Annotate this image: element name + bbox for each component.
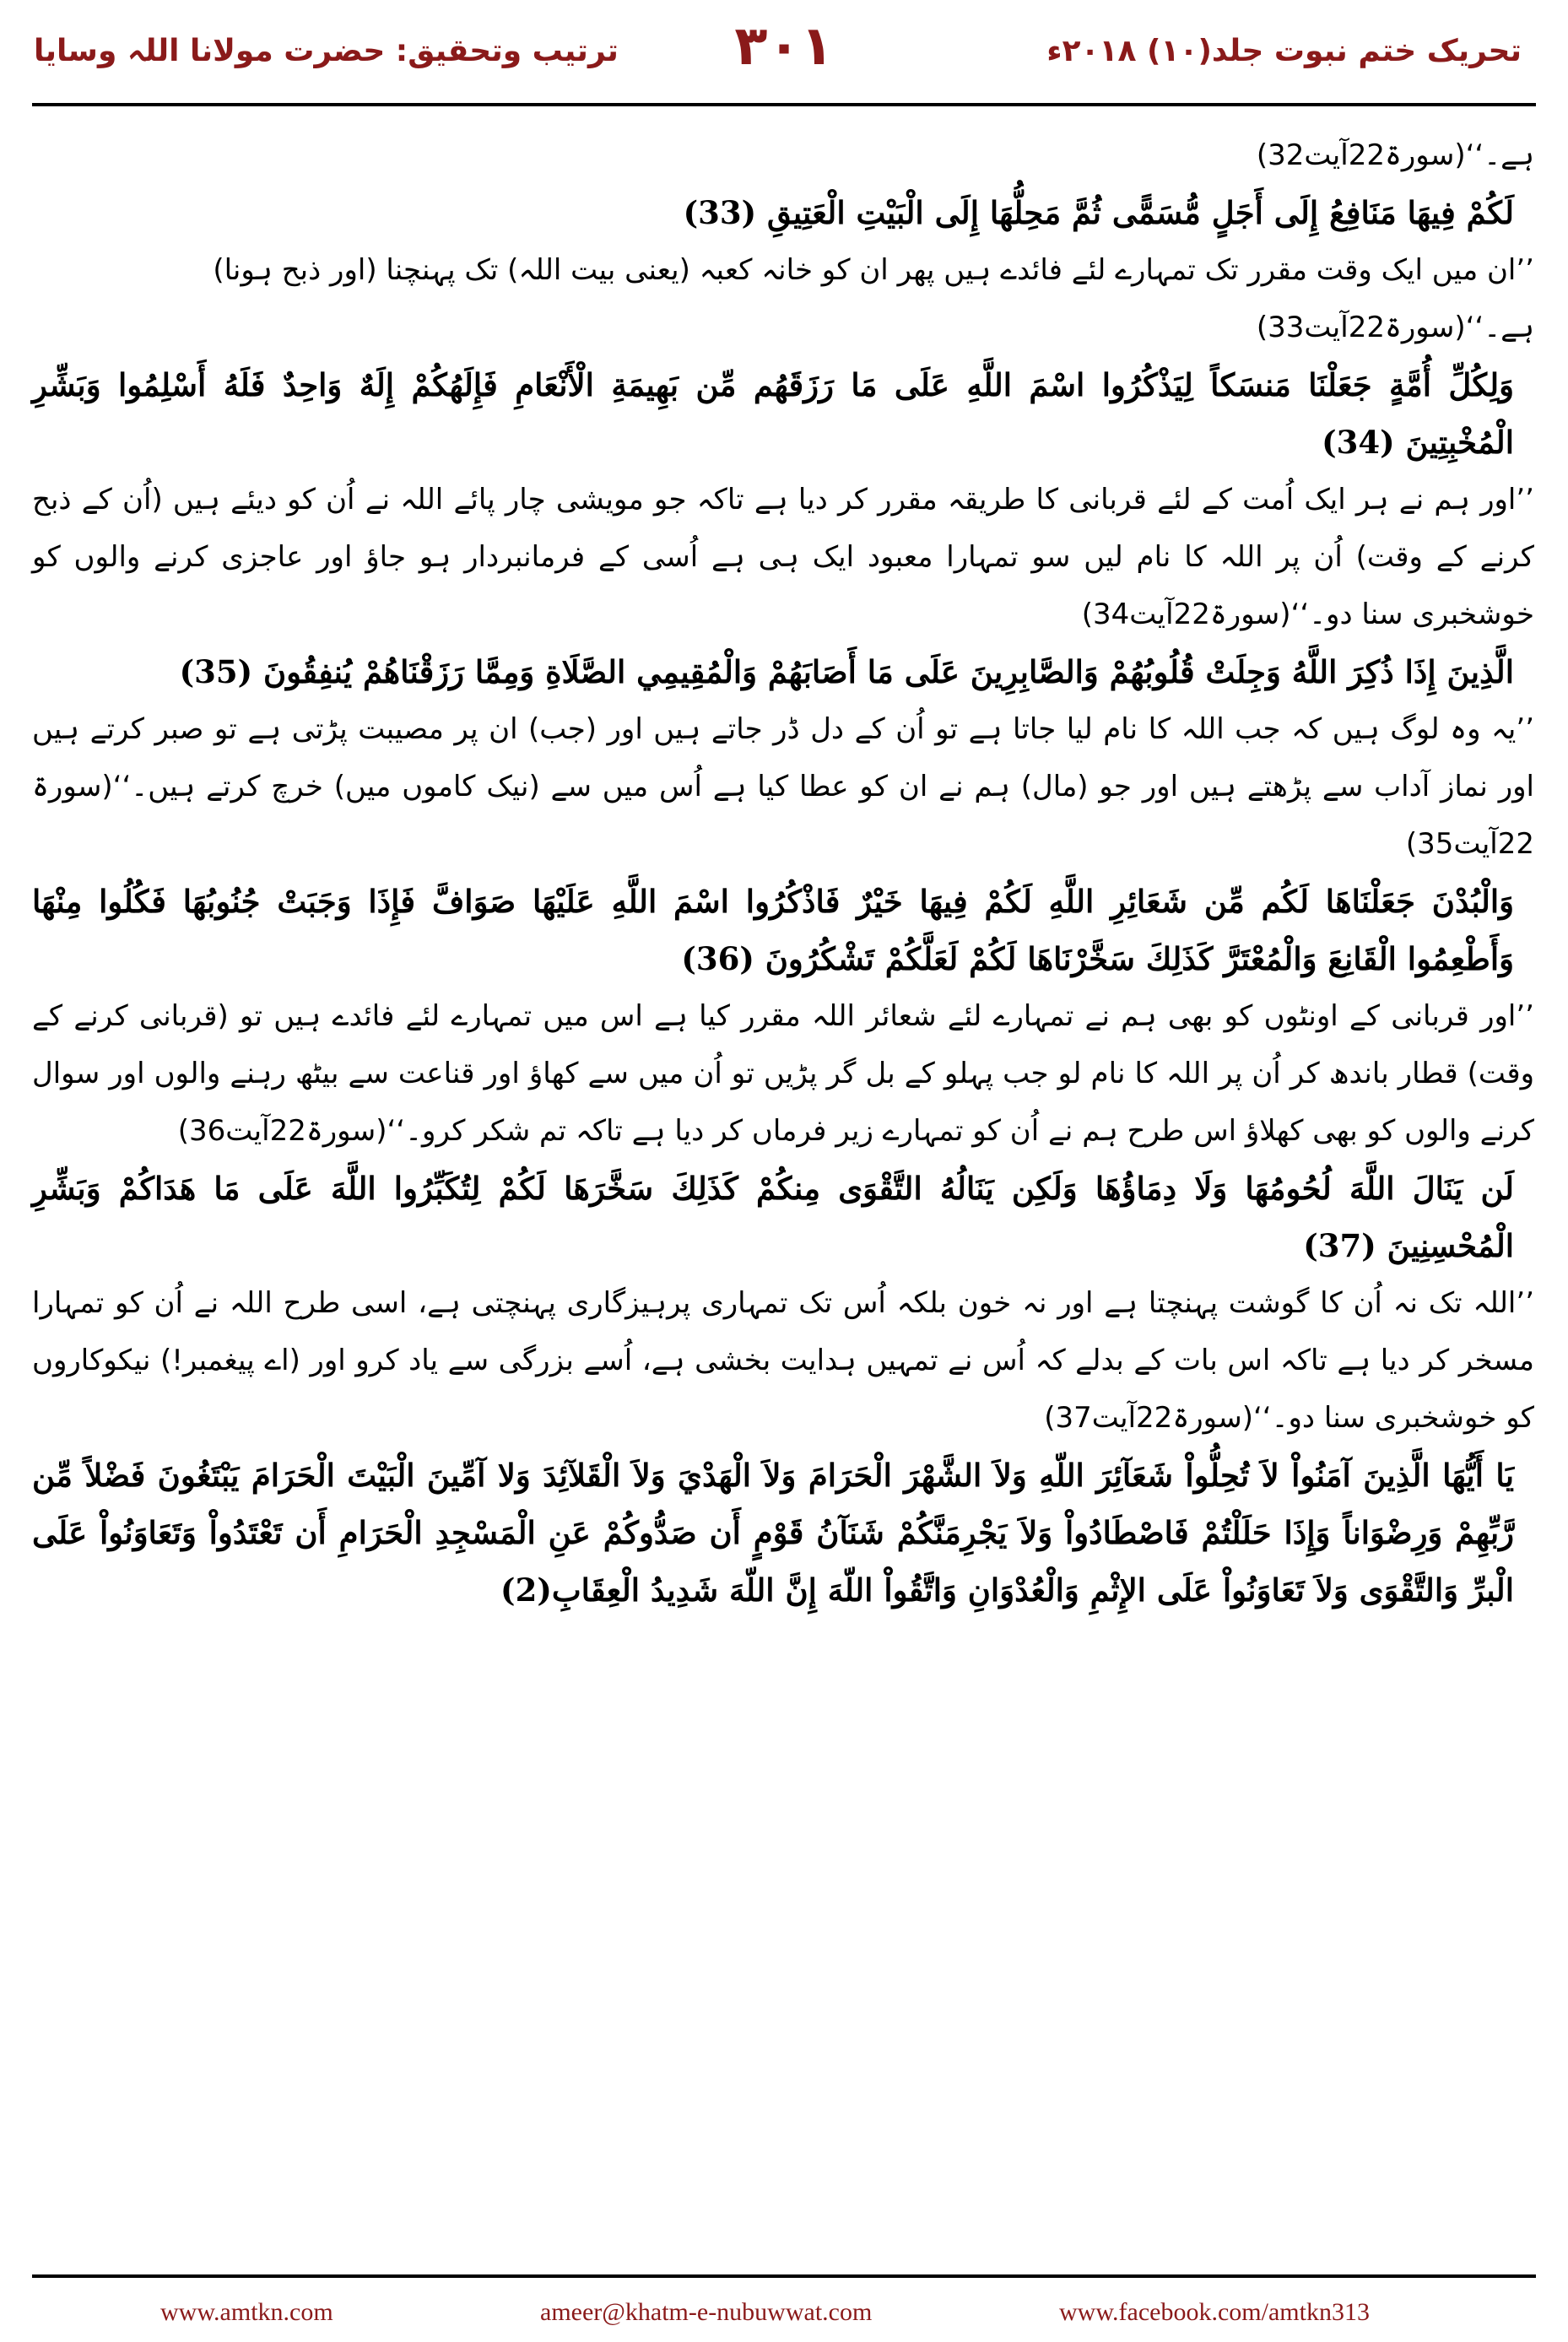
page-header bbox=[0, 0, 1568, 127]
urdu-translation: ’’اور قربانی کے اونٹوں کو بھی ہم نے تمہارے لئے شعائر اللہ مقرر کیا ہے اس میں تمہارے لئے فائدے ہیں تو (قربانی کرنے کے وقت) قطار باندھ کر اُن پر اللہ کا نام لو جب پہلو کے بل گر پڑیں تو اُن میں سے کھاؤ اور قناعت سے بیٹھ رہنے والوں اور سوال کرنے والوں کو بھی کھلاؤ اس طرح ہم نے اُن کو تمہارے زیر فرماں کر دیا ہے تاکہ تم شکر کرو۔‘‘(سورۃ22آیت36) bbox=[32, 999, 1534, 1148]
arabic-verse: يَا أَيُّهَا الَّذِينَ آمَنُواْ لاَ تُحِلُّواْ شَعَآئِرَ اللّهِ وَلاَ الشَّهْرَ الْحَرَامَ وَلاَ الْهَدْيَ وَلاَ الْقَلآئِدَ وَلا آمِّينَ الْبَيْتَ الْحَرَامَ يَبْتَغُونَ فَضْلاً مِّن رَّبِّهِمْ وَرِضْوَاناً وَإِذَا حَلَلْتُمْ فَاصْطَادُواْ وَلاَ يَجْرِمَنَّكُمْ شَنَآنُ قَوْمٍ أَن صَدُّوكُمْ عَنِ الْمَسْجِدِ الْحَرَامِ أَن تَعْتَدُواْ وَتَعَاوَنُواْ عَلَى الْبرِّ وَالتَّقْوَى وَلاَ تَعَاوَنُواْ عَلَى الإِثْمِ وَالْعُدْوَانِ وَاتَّقُواْ اللّهَ إِنَّ اللّهَ شَدِيدُ الْعِقَابِ(2) bbox=[32, 1457, 1514, 1609]
page-number: ۳۰۱ bbox=[734, 15, 834, 78]
header-divider bbox=[32, 103, 1536, 106]
arabic-verse: وَالْبُدْنَ جَعَلْنَاهَا لَكُم مِّن شَعَائِرِ اللَّهِ لَكُمْ فِيهَا خَيْرٌ فَاذْكُرُوا اسْمَ اللَّهِ عَلَيْهَا صَوَافَّ فَإِذَا وَجَبَتْ جُنُوبُهَا فَكُلُوا مِنْهَا وَأَطْعِمُوا الْقَانِعَ وَالْمُعْتَرَّ كَذَلِكَ سَخَّرْنَاهَا لَكُمْ لَعَلَّكُمْ تَشْكُرُونَ (36) bbox=[32, 883, 1514, 977]
verse-reference: ہے۔‘‘(سورۃ22آیت33) bbox=[1256, 311, 1534, 344]
urdu-translation: ’’اللہ تک نہ اُن کا گوشت پہنچتا ہے اور نہ خون بلکہ اُس تک تمہاری پرہیزگاری پہنچتی ہے، اسی طرح اللہ نے اُن کو تمہارا مسخر کر دیا ہے تاکہ اس بات کے بدلے کہ اُس نے تمہیں ہدایت بخشی ہے، اُسے بزرگی سے یاد کرو اور (اے پیغمبر!) نیکوکاروں کو خوشخبری سنا دو۔‘‘(سورۃ22آیت37) bbox=[32, 1286, 1534, 1435]
email-link[interactable]: ameer@khatm-e-nubuwwat.com bbox=[540, 2298, 873, 2326]
page-footer bbox=[0, 2274, 1568, 2342]
urdu-translation: ’’یہ وہ لوگ ہیں کہ جب اللہ کا نام لیا جاتا ہے تو اُن کے دل ڈر جاتے ہیں اور (جب) ان پر مصیبت پڑتی ہے تو صبر کرتے ہیں اور نماز آداب سے پڑھتے ہیں اور جو (مال) ہم نے ان کو عطا کیا ہے اُس میں سے (نیک کاموں میں) خرچ کرتے ہیں۔‘‘(سورۃ 22آیت35) bbox=[32, 712, 1534, 861]
arabic-verse: لَن يَنَالَ اللَّهَ لُحُومُهَا وَلَا دِمَاؤُهَا وَلَكِن يَنَالُهُ التَّقْوَى مِنكُمْ كَذَلِكَ سَخَّرَهَا لَكُمْ لِتُكَبِّرُوا اللَّهَ عَلَى مَا هَدَاكُمْ وَبَشِّرِ الْمُحْسِنِينَ (37) bbox=[32, 1170, 1514, 1264]
footer-divider bbox=[32, 2274, 1536, 2278]
compiler-credit: ترتیب وتحقیق: حضرت مولانا اللہ وسایا bbox=[34, 34, 619, 68]
urdu-translation: ’’اور ہم نے ہر ایک اُمت کے لئے قربانی کا طریقہ مقرر کر دیا ہے تاکہ جو مویشی چار پائے اللہ نے اُن کو دیئے ہیں (اُن کے ذبح کرنے کے وقت) اُن پر اللہ کا نام لیں سو تمہارا معبود ایک ہی ہے اُسی کے فرمانبردار ہو جاؤ اور عاجزی کرنے والوں کو خوشخبری سنا دو۔‘‘(سورۃ22آیت34) bbox=[32, 483, 1534, 631]
page-body bbox=[32, 127, 1534, 2253]
urdu-translation: ’’ان میں ایک وقت مقرر تک تمہارے لئے فائدے ہیں پھر ان کو خانہ کعبہ (یعنی بیت اللہ) تک پہنچنا (اور ذبح ہونا) bbox=[213, 253, 1534, 287]
website-link[interactable]: www.amtkn.com bbox=[160, 2298, 333, 2326]
verse-reference: ہے۔‘‘(سورۃ22آیت32) bbox=[1256, 138, 1534, 172]
arabic-verse: لَكُمْ فِيهَا مَنَافِعُ إِلَى أَجَلٍ مُّسَمًّى ثُمَّ مَحِلُّهَا إِلَى الْبَيْتِ الْعَتِيقِ (33) bbox=[683, 194, 1514, 231]
book-title: تحریک ختم نبوت جلد(۱۰) ۲۰۱۸ء bbox=[1046, 34, 1522, 68]
facebook-link[interactable]: www.facebook.com/amtkn313 bbox=[1059, 2298, 1370, 2326]
arabic-verse: وَلِكُلِّ أُمَّةٍ جَعَلْنَا مَنسَكاً لِيَذْكُرُوا اسْمَ اللَّهِ عَلَى مَا رَزَقَهُم مِّن بَهِيمَةِ الْأَنْعَامِ فَإِلَهُكُمْ إِلَهٌ وَاحِدٌ فَلَهُ أَسْلِمُوا وَبَشِّرِ الْمُخْبِتِينَ (34) bbox=[32, 366, 1514, 461]
arabic-verse: الَّذِينَ إِذَا ذُكِرَ اللَّهُ وَجِلَتْ قُلُوبُهُمْ وَالصَّابِرِينَ عَلَى مَا أَصَابَهُمْ وَالْمُقِيمِي الصَّلَاةِ وَمِمَّا رَزَقْنَاهُمْ يُنفِقُونَ (35) bbox=[179, 653, 1514, 690]
